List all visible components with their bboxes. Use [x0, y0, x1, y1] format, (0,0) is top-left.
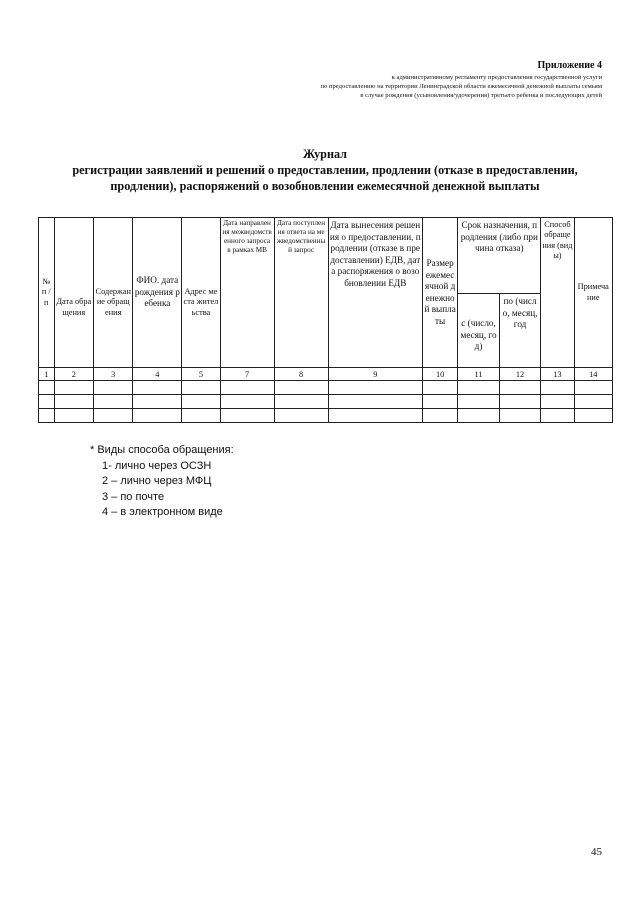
- header-col-14: Примечание: [574, 218, 612, 368]
- column-number: 12: [499, 368, 541, 381]
- notes-title: * Виды способа обращения:: [90, 444, 234, 456]
- column-number: 1: [39, 368, 55, 381]
- notes-item: 3 – по почте: [102, 490, 165, 503]
- document-heading: [40, 146, 610, 194]
- table-row: [39, 381, 613, 395]
- header-col-10: Размер ежемесячной денежной выплаты: [423, 218, 458, 368]
- heading-line-2: продлении), распоряжений о возобновлении ежемесячной денежной выплаты: [110, 179, 540, 193]
- column-number: 2: [54, 368, 93, 381]
- header-col-1: № п / п: [39, 218, 55, 368]
- column-number-row: [39, 368, 613, 381]
- heading-title: Журнал: [302, 147, 348, 161]
- column-number: 13: [541, 368, 574, 381]
- appendix-line-2: по предоставлению на территории Ленинградской области ежемесячной денежной выплаты семьям: [320, 83, 602, 90]
- column-number: 8: [274, 368, 328, 381]
- appendix-title: Приложение 4: [537, 60, 602, 71]
- column-number: 14: [574, 368, 612, 381]
- header-col-12: по (число, месяц, год: [499, 294, 541, 368]
- header-col-3: Содержание обращения: [94, 218, 133, 368]
- heading-line-1: регистрации заявлений и решений о предоставлении, продлении (отказе в предоставлении,: [72, 163, 578, 177]
- appendix-line-1: к административному регламенту предоставления государственной услуги: [391, 74, 602, 81]
- column-number: 5: [182, 368, 220, 381]
- table-header-row: [39, 218, 613, 294]
- header-col-8: Дата поступления ответа на межведомственный запрос: [274, 218, 328, 368]
- header-col-13: Способ обращения (виды): [541, 218, 574, 368]
- header-col-11: с (число, месяц, год): [458, 294, 500, 368]
- column-number: 3: [94, 368, 133, 381]
- notes-block: [90, 443, 234, 521]
- column-number: 11: [458, 368, 500, 381]
- table-row: [39, 409, 613, 423]
- column-number: 10: [423, 368, 458, 381]
- header-col-7: Дата направления межведомственного запроса в рамках МВ: [220, 218, 274, 368]
- header-col-5: Адрес места жительства: [182, 218, 220, 368]
- column-number: 7: [220, 368, 274, 381]
- notes-item: 4 – в электронном виде: [102, 506, 223, 518]
- notes-item: 1- лично через ОСЗН: [102, 459, 212, 472]
- header-period: Срок назначения, продления (либо причина отказа): [458, 218, 541, 294]
- header-col-2: Дата обращения: [54, 218, 93, 368]
- notes-item: 2 – лично через МФЦ: [102, 475, 212, 487]
- column-number: 9: [328, 368, 422, 381]
- appendix-line-3: в случае рождения (усыновления/удочерения) третьего ребенка и последующих детей: [360, 92, 602, 99]
- header-col-9: Дата вынесения решения о предоставлении, продлении (отказе в предоставлении) ЕДВ, дата распоряжения о возобновлении ЕДВ: [328, 218, 422, 368]
- page-number: 45: [591, 846, 602, 858]
- journal-table: [38, 217, 613, 423]
- column-number: 4: [133, 368, 182, 381]
- table-row: [39, 395, 613, 409]
- header-col-4: ФИО. дата рождения ребенка: [133, 218, 182, 368]
- appendix-block: [320, 60, 602, 100]
